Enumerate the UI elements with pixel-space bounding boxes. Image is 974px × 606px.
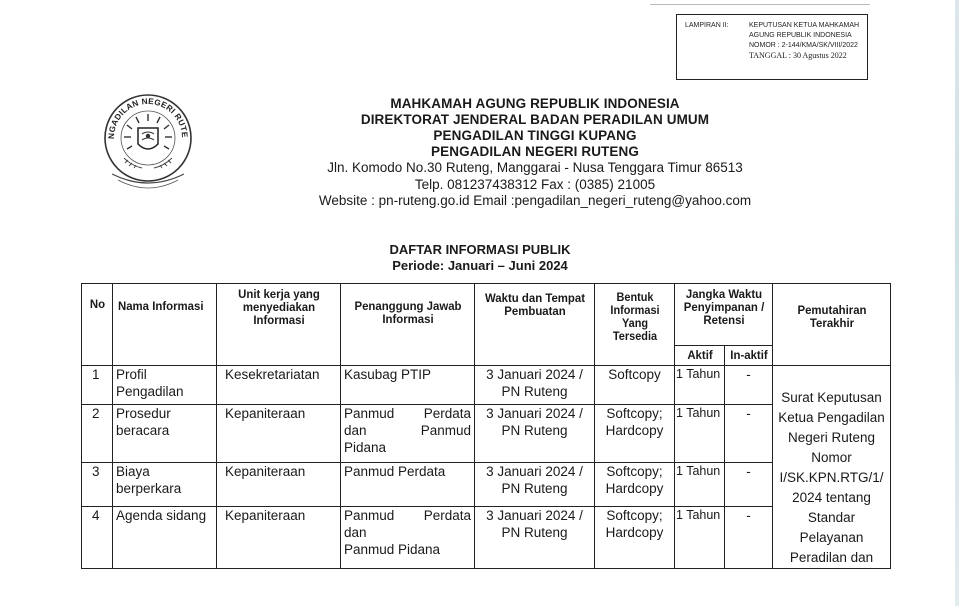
cell-line: Biaya xyxy=(116,464,150,480)
scan-edge-shadow xyxy=(955,0,959,606)
cell-line: Hardcopy xyxy=(605,423,664,439)
cell-penanggung-jawab xyxy=(341,463,475,507)
cell-line: PN Ruteng xyxy=(501,384,568,399)
cell-no: 4 xyxy=(82,506,113,568)
cell-nama xyxy=(113,463,217,507)
cell-unit: Kepaniteraan xyxy=(217,463,341,507)
cell-no: 3 xyxy=(82,463,113,507)
table-row xyxy=(82,506,891,568)
lampiran-row-1 xyxy=(685,21,861,31)
letterhead xyxy=(250,96,820,210)
cell-line: Agenda sidang xyxy=(116,507,207,523)
header-pemutakhiran: Pemutahiran Terakhir xyxy=(775,284,887,366)
lampiran-label: LAMPIRAN II: xyxy=(685,22,729,29)
cell-line: berperkara xyxy=(116,481,182,497)
cell-pemutakhiran xyxy=(773,366,891,569)
header-waktu-tempat: Waktu dan Tempat Pembuatan xyxy=(478,284,592,366)
cell-line: Panmud Perdata xyxy=(344,507,471,523)
cell-aktif: 1 Tahun xyxy=(675,366,725,405)
cell-line: Prosedur xyxy=(116,406,171,422)
lampiran-line: AGUNG REPUBLIK INDONESIA xyxy=(749,32,852,39)
cell-unit: Kepaniteraan xyxy=(217,506,341,568)
cell-line: 3 Januari 2024 / xyxy=(486,367,583,382)
seal-text: NGADILAN NEGERI RUTE xyxy=(106,96,190,140)
document-period: Periode: Januari – Juni 2024 xyxy=(392,258,568,273)
header-line-1: MAHKAMAH AGUNG REPUBLIK INDONESIA xyxy=(390,96,680,111)
cell-line: Panmud Pidana xyxy=(344,541,441,557)
lampiran-line: NOMOR : 2-144/KMA/SK/VIII/2022 xyxy=(749,42,858,49)
cell-line: Softcopy; xyxy=(606,464,663,480)
cell-line: Pengadilan xyxy=(116,384,184,399)
header-no: No xyxy=(82,284,111,366)
cell-line: 3 Januari 2024 / xyxy=(486,406,583,422)
cell-line: Softcopy; xyxy=(606,507,663,523)
cell-bentuk xyxy=(595,405,675,463)
court-seal-icon xyxy=(102,88,194,198)
cell-no: 2 xyxy=(82,405,113,463)
header-line-4: PENGADILAN NEGERI RUTENG xyxy=(431,144,639,159)
cell-line: 2024 tentang xyxy=(792,490,871,505)
cell-line: Softcopy; xyxy=(606,406,663,422)
cell-inaktif: - xyxy=(725,506,773,568)
document-title: DAFTAR INFORMASI PUBLIK xyxy=(389,242,571,257)
cell-line: Surat Keputusan xyxy=(781,390,882,405)
public-information-table xyxy=(81,283,891,569)
table-row xyxy=(82,463,891,507)
cell-nama xyxy=(113,506,217,568)
cell-line: Hardcopy xyxy=(605,524,664,540)
cell-inaktif: - xyxy=(725,463,773,507)
lampiran-box xyxy=(676,14,868,80)
cell-aktif: 1 Tahun xyxy=(675,506,725,568)
table-row xyxy=(82,366,891,405)
cell-line: Panmud Perdata xyxy=(344,406,471,422)
cell-line: I/SK.KPN.RTG/1/ xyxy=(779,470,884,485)
cell-bentuk xyxy=(595,366,675,405)
cell-line: Softcopy xyxy=(608,367,661,382)
cell-penanggung-jawab xyxy=(341,405,475,463)
cell-inaktif: - xyxy=(725,366,773,405)
cell-nama xyxy=(113,405,217,463)
header-bentuk-informasi: Bentuk Informasi Yang Tersedia xyxy=(597,284,673,366)
lampiran-line: KEPUTUSAN KETUA MAHKAMAH xyxy=(749,22,860,29)
cell-line: Nomor xyxy=(811,450,852,465)
cell-penanggung-jawab xyxy=(341,366,475,405)
table-header-row xyxy=(82,284,891,346)
cell-line: PN Ruteng xyxy=(501,481,568,497)
cell-line: Hardcopy xyxy=(605,481,664,497)
cell-aktif: 1 Tahun xyxy=(675,405,725,463)
header-line-3: PENGADILAN TINGGI KUPANG xyxy=(433,128,637,143)
document-title-block xyxy=(300,242,660,274)
scan-edge-line xyxy=(650,4,870,5)
cell-waktu xyxy=(475,506,595,568)
cell-unit: Kepaniteraan xyxy=(217,405,341,463)
cell-inaktif: - xyxy=(725,405,773,463)
cell-line: PN Ruteng xyxy=(501,423,568,439)
cell-bentuk xyxy=(595,463,675,507)
cell-nama xyxy=(113,366,217,405)
cell-waktu xyxy=(475,366,595,405)
cell-no: 1 xyxy=(82,366,113,405)
cell-unit: Kesekretariatan xyxy=(217,366,341,405)
cell-line: Standar xyxy=(807,510,856,525)
cell-bentuk xyxy=(595,506,675,568)
cell-line: Peradilan dan xyxy=(789,550,874,565)
cell-penanggung-jawab xyxy=(341,506,475,568)
header-aktif: Aktif xyxy=(676,346,724,366)
header-address: Jln. Komodo No.30 Ruteng, Manggarai - Nusa Tenggara Timur 86513 xyxy=(327,160,743,175)
header-phone: Telp. 081237438312 Fax : (0385) 21005 xyxy=(414,176,656,192)
cell-line: Profil xyxy=(116,367,147,382)
header-jangka-waktu: Jangka Waktu Penyimpanan / Retensi xyxy=(677,284,770,346)
cell-waktu xyxy=(475,463,595,507)
cell-line: Pidana xyxy=(344,440,387,456)
header-inaktif: In-aktif xyxy=(726,346,772,366)
cell-line: beracara xyxy=(116,423,170,439)
header-penanggung-jawab: Penanggung Jawab Informasi xyxy=(344,284,471,366)
cell-line: dan xyxy=(344,524,367,540)
lampiran-date: TANGGAL : 30 Agustus 2022 xyxy=(749,51,847,60)
cell-waktu xyxy=(475,405,595,463)
cell-line: Ketua Pengadilan xyxy=(778,410,885,425)
cell-line: 3 Januari 2024 / xyxy=(486,507,583,523)
header-line-2: DIREKTORAT JENDERAL BADAN PERADILAN UMUM xyxy=(360,112,710,127)
header-nama-informasi: Nama Informasi xyxy=(115,284,214,366)
cell-line: PN Ruteng xyxy=(501,524,568,540)
cell-line: dan Panmud xyxy=(344,423,471,439)
cell-line: 3 Januari 2024 / xyxy=(486,464,583,480)
header-unit-kerja: Unit kerja yang menyediakan Informasi xyxy=(220,284,338,366)
cell-aktif: 1 Tahun xyxy=(675,463,725,507)
cell-line: Kasubag PTIP xyxy=(344,367,432,382)
header-website: Website : pn-ruteng.go.id Email :pengadilan_negeri_ruteng@yahoo.com xyxy=(318,193,752,208)
table-row xyxy=(82,405,891,463)
cell-line: Pelayanan xyxy=(799,530,864,545)
cell-line: Negeri Ruteng xyxy=(787,430,876,445)
cell-line: Panmud Perdata xyxy=(344,464,446,480)
